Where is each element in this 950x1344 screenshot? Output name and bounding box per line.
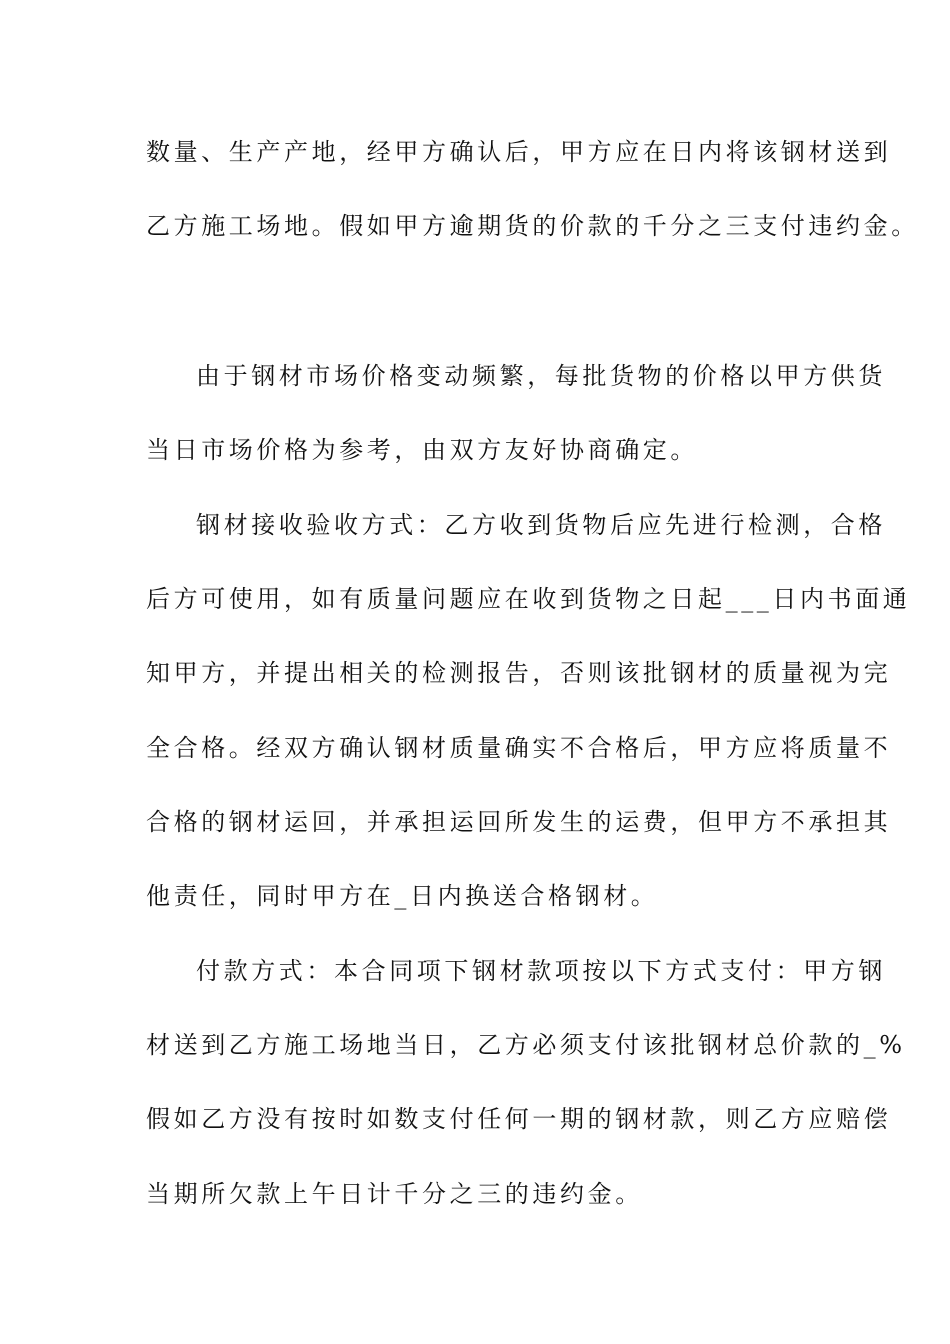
paragraph-inspection-line-3: 知甲方，并提出相关的检测报告，否则该批钢材的质量视为完 (146, 659, 892, 687)
paragraph-price-line-2: 当日市场价格为参考，由双方友好协商确定。 (146, 436, 698, 464)
paragraph-inspection-line-4: 全合格。经双方确认钢材质量确实不合格后，甲方应将质量不 (146, 734, 892, 762)
paragraph-inspection-line-2: 后方可使用，如有质量问题应在收到货物之日起___日内书面通 (146, 585, 911, 613)
paragraph-payment-line-2: 材送到乙方施工场地当日，乙方必须支付该批钢材总价款的_% (146, 1031, 906, 1059)
paragraph-price-line-1: 由于钢材市场价格变动频繁，每批货物的价格以甲方供货 (196, 362, 886, 390)
paragraph-inspection-line-1: 钢材接收验收方式：乙方收到货物后应先进行检测，合格 (196, 511, 886, 539)
text-line-1: 数量、生产产地，经甲方确认后，甲方应在日内将该钢材送到 (146, 138, 892, 166)
paragraph-payment-line-3: 假如乙方没有按时如数支付任何一期的钢材款，则乙方应赔偿 (146, 1105, 892, 1133)
paragraph-payment-line-1: 付款方式：本合同项下钢材款项按以下方式支付：甲方钢 (196, 957, 886, 985)
paragraph-inspection-line-6: 他责任，同时甲方在_日内换送合格钢材。 (146, 882, 659, 910)
text-line-2: 乙方施工场地。假如甲方逾期货的价款的千分之三支付违约金。 (146, 212, 919, 240)
paragraph-inspection-line-5: 合格的钢材运回，并承担运回所发生的运费，但甲方不承担其 (146, 808, 892, 836)
paragraph-payment-line-4: 当期所欠款上午日计千分之三的违约金。 (146, 1180, 643, 1208)
